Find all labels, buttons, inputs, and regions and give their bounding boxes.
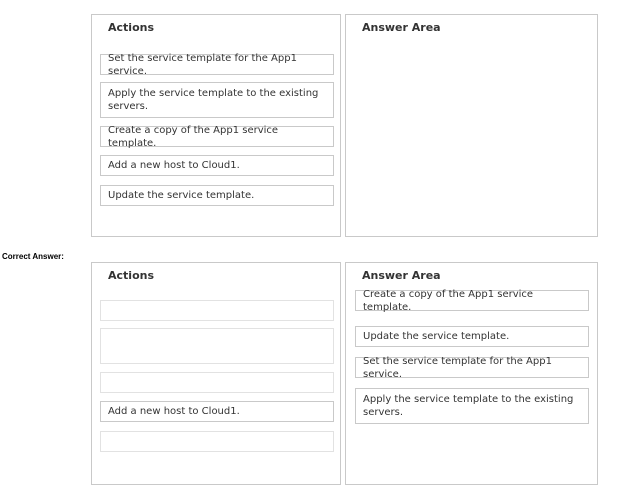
action-item-set-template[interactable]: Set the service template for the App1 service. xyxy=(100,54,334,75)
correct-answer-label: Correct Answer: xyxy=(2,252,64,261)
actions-title: Actions xyxy=(108,21,154,34)
question-answer-area-panel[interactable] xyxy=(345,14,598,237)
action-item-apply-template[interactable]: Apply the service template to the existing servers. xyxy=(100,82,334,118)
action-item-update-template[interactable]: Update the service template. xyxy=(100,185,334,206)
action-slot-empty xyxy=(100,328,334,364)
answer-item-create-copy[interactable]: Create a copy of the App1 service template. xyxy=(355,290,589,311)
action-slot-empty xyxy=(100,431,334,452)
answer-area-title: Answer Area xyxy=(362,21,441,34)
answer-item-apply-template[interactable]: Apply the service template to the existing servers. xyxy=(355,388,589,424)
actions-title: Actions xyxy=(108,269,154,282)
answer-item-set-template[interactable]: Set the service template for the App1 service. xyxy=(355,357,589,378)
answer-area-title: Answer Area xyxy=(362,269,441,282)
action-item-add-host[interactable]: Add a new host to Cloud1. xyxy=(100,401,334,422)
action-slot-empty xyxy=(100,372,334,393)
action-item-add-host[interactable]: Add a new host to Cloud1. xyxy=(100,155,334,176)
action-item-create-copy[interactable]: Create a copy of the App1 service template. xyxy=(100,126,334,147)
action-slot-empty xyxy=(100,300,334,321)
answer-item-update-template[interactable]: Update the service template. xyxy=(355,326,589,347)
